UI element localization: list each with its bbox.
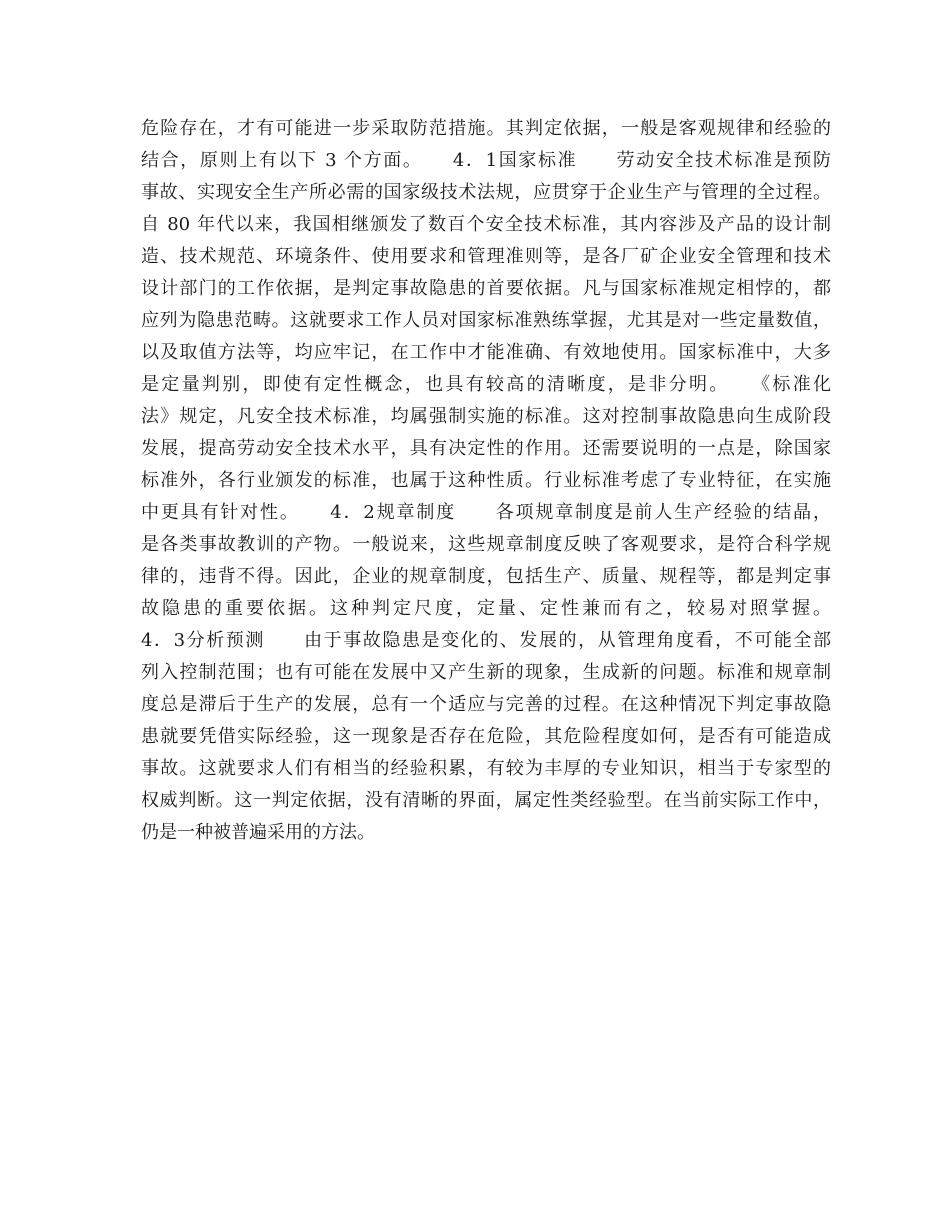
text-line: 造、技术规范、环境条件、使用要求和管理准则等，是各厂矿企业安全管理和技术	[141, 246, 831, 267]
text-line: 律的，违背不得。因此，企业的规章制度，包括生产、质量、规程等，都是判定事	[141, 566, 831, 587]
text-line: 发展，提高劳动安全技术水平，具有决定性的作用。还需要说明的一点是，除国家	[141, 438, 831, 459]
body-text	[141, 113, 831, 849]
text-line: 法》规定，凡安全技术标准，均属强制实施的标准。这对控制事故隐患向生成阶段	[141, 406, 831, 427]
text-line: 患就要凭借实际经验，这一现象是否存在危险，其危险程度如何，是否有可能造成	[141, 726, 831, 747]
text-line: 列入控制范围；也有可能在发展中又产生新的现象，生成新的问题。标准和规章制	[141, 662, 831, 683]
text-line: 是各类事故教训的产物。一般说来，这些规章制度反映了客观要求，是符合科学规	[141, 534, 831, 555]
text-line: 中更具有针对性。 4．2规章制度 各项规章制度是前人生产经验的结晶，	[141, 502, 831, 523]
text-line: 事故、实现安全生产所必需的国家级技术法规，应贯穿于企业生产与管理的全过程。	[141, 182, 831, 203]
text-line: 4．3分析预测 由于事故隐患是变化的、发展的，从管理角度看，不可能全部	[141, 630, 831, 651]
text-line: 危险存在，才有可能进一步采取防范措施。其判定依据，一般是客观规律和经验的	[141, 118, 831, 139]
text-line: 权威判断。这一判定依据，没有清晰的界面，属定性类经验型。在当前实际工作中，	[141, 790, 831, 811]
text-line: 应列为隐患范畴。这就要求工作人员对国家标准熟练掌握，尤其是对一些定量数值，	[141, 310, 831, 331]
text-line-last: 仍是一种被普遍采用的方法。	[141, 822, 375, 843]
text-line: 标准外，各行业颁发的标准，也属于这种性质。行业标准考虑了专业特征，在实施	[141, 470, 831, 491]
text-line: 结合，原则上有以下 3 个方面。 4．1国家标准 劳动安全技术标准是预防	[141, 150, 831, 171]
text-line: 自 80 年代以来，我国相继颁发了数百个安全技术标准，其内容涉及产品的设计制	[141, 214, 831, 235]
text-line: 度总是滞后于生产的发展，总有一个适应与完善的过程。在这种情况下判定事故隐	[141, 694, 831, 715]
text-line: 事故。这就要求人们有相当的经验积累，有较为丰厚的专业知识，相当于专家型的	[141, 758, 831, 779]
text-line: 故隐患的重要依据。这种判定尺度，定量、定性兼而有之，较易对照掌握。	[141, 598, 831, 619]
text-line: 以及取值方法等，均应牢记，在工作中才能准确、有效地使用。国家标准中，大多	[141, 342, 831, 363]
text-line: 是定量判别，即使有定性概念，也具有较高的清晰度，是非分明。 《标准化	[141, 374, 831, 395]
text-line: 设计部门的工作依据，是判定事故隐患的首要依据。凡与国家标准规定相悖的，都	[141, 278, 831, 299]
